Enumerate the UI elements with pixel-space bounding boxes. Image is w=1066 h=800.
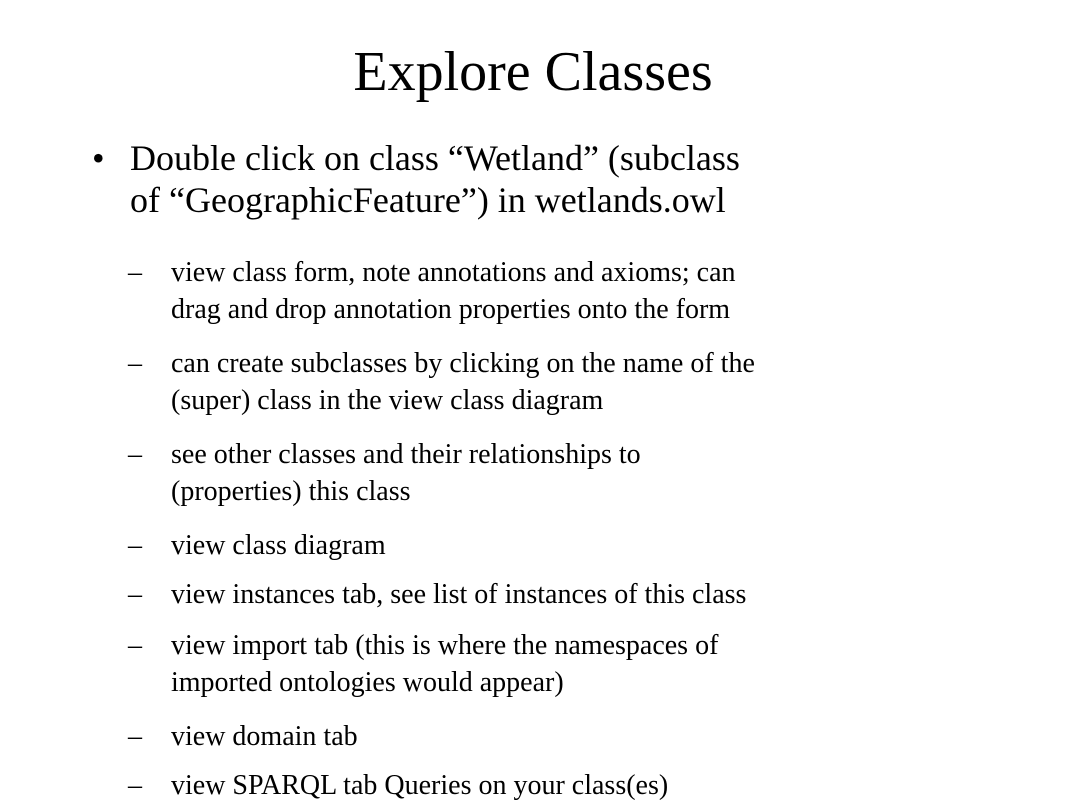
dash-marker: – <box>128 579 142 610</box>
sub-bullet-line-1: view domain tab <box>171 721 358 752</box>
sub-bullet-line-1: view class form, note annotations and axioms; can <box>171 257 736 288</box>
sub-bullet-text <box>171 627 961 701</box>
sub-bullet-line-1: view class diagram <box>171 530 386 561</box>
dash-marker: – <box>128 530 142 561</box>
sub-bullet-text <box>171 718 961 755</box>
dash-marker: – <box>128 348 142 379</box>
sub-bullet-line-1: see other classes and their relationships to <box>171 439 641 470</box>
sub-bullet-line-1: can create subclasses by clicking on the name of the <box>171 348 755 379</box>
dash-marker: – <box>128 630 142 661</box>
slide-title: Explore Classes <box>353 41 713 103</box>
main-bullet-line-2: of “GeographicFeature”) in wetlands.owl <box>130 180 726 220</box>
sub-bullet-line-2: (properties) this class <box>171 476 411 507</box>
sub-bullet-text <box>171 436 961 510</box>
sub-bullet-text <box>171 254 961 328</box>
dash-marker: – <box>128 257 142 288</box>
sub-bullet-text <box>171 527 961 564</box>
dash-marker: – <box>128 770 142 800</box>
sub-bullet-line-2: imported ontologies would appear) <box>171 667 564 698</box>
main-bullet-line-1: Double click on class “Wetland” (subclass <box>130 138 740 178</box>
dash-marker: – <box>128 721 142 752</box>
sub-bullet-text <box>171 576 961 613</box>
main-bullet-text <box>130 137 990 221</box>
sub-bullet-text <box>171 767 961 800</box>
sub-bullet-line-1: view instances tab, see list of instances of this class <box>171 579 747 610</box>
sub-bullet-line-1: view SPARQL tab Queries on your class(es) <box>171 770 669 800</box>
sub-bullet-line-2: (super) class in the view class diagram <box>171 385 604 416</box>
sub-bullet-line-1: view import tab (this is where the namespaces of <box>171 630 719 661</box>
sub-bullet-line-2: drag and drop annotation properties onto the form <box>171 294 731 325</box>
dash-marker: – <box>128 439 142 470</box>
sub-bullet-text <box>171 345 961 419</box>
bullet-marker: • <box>92 138 105 178</box>
